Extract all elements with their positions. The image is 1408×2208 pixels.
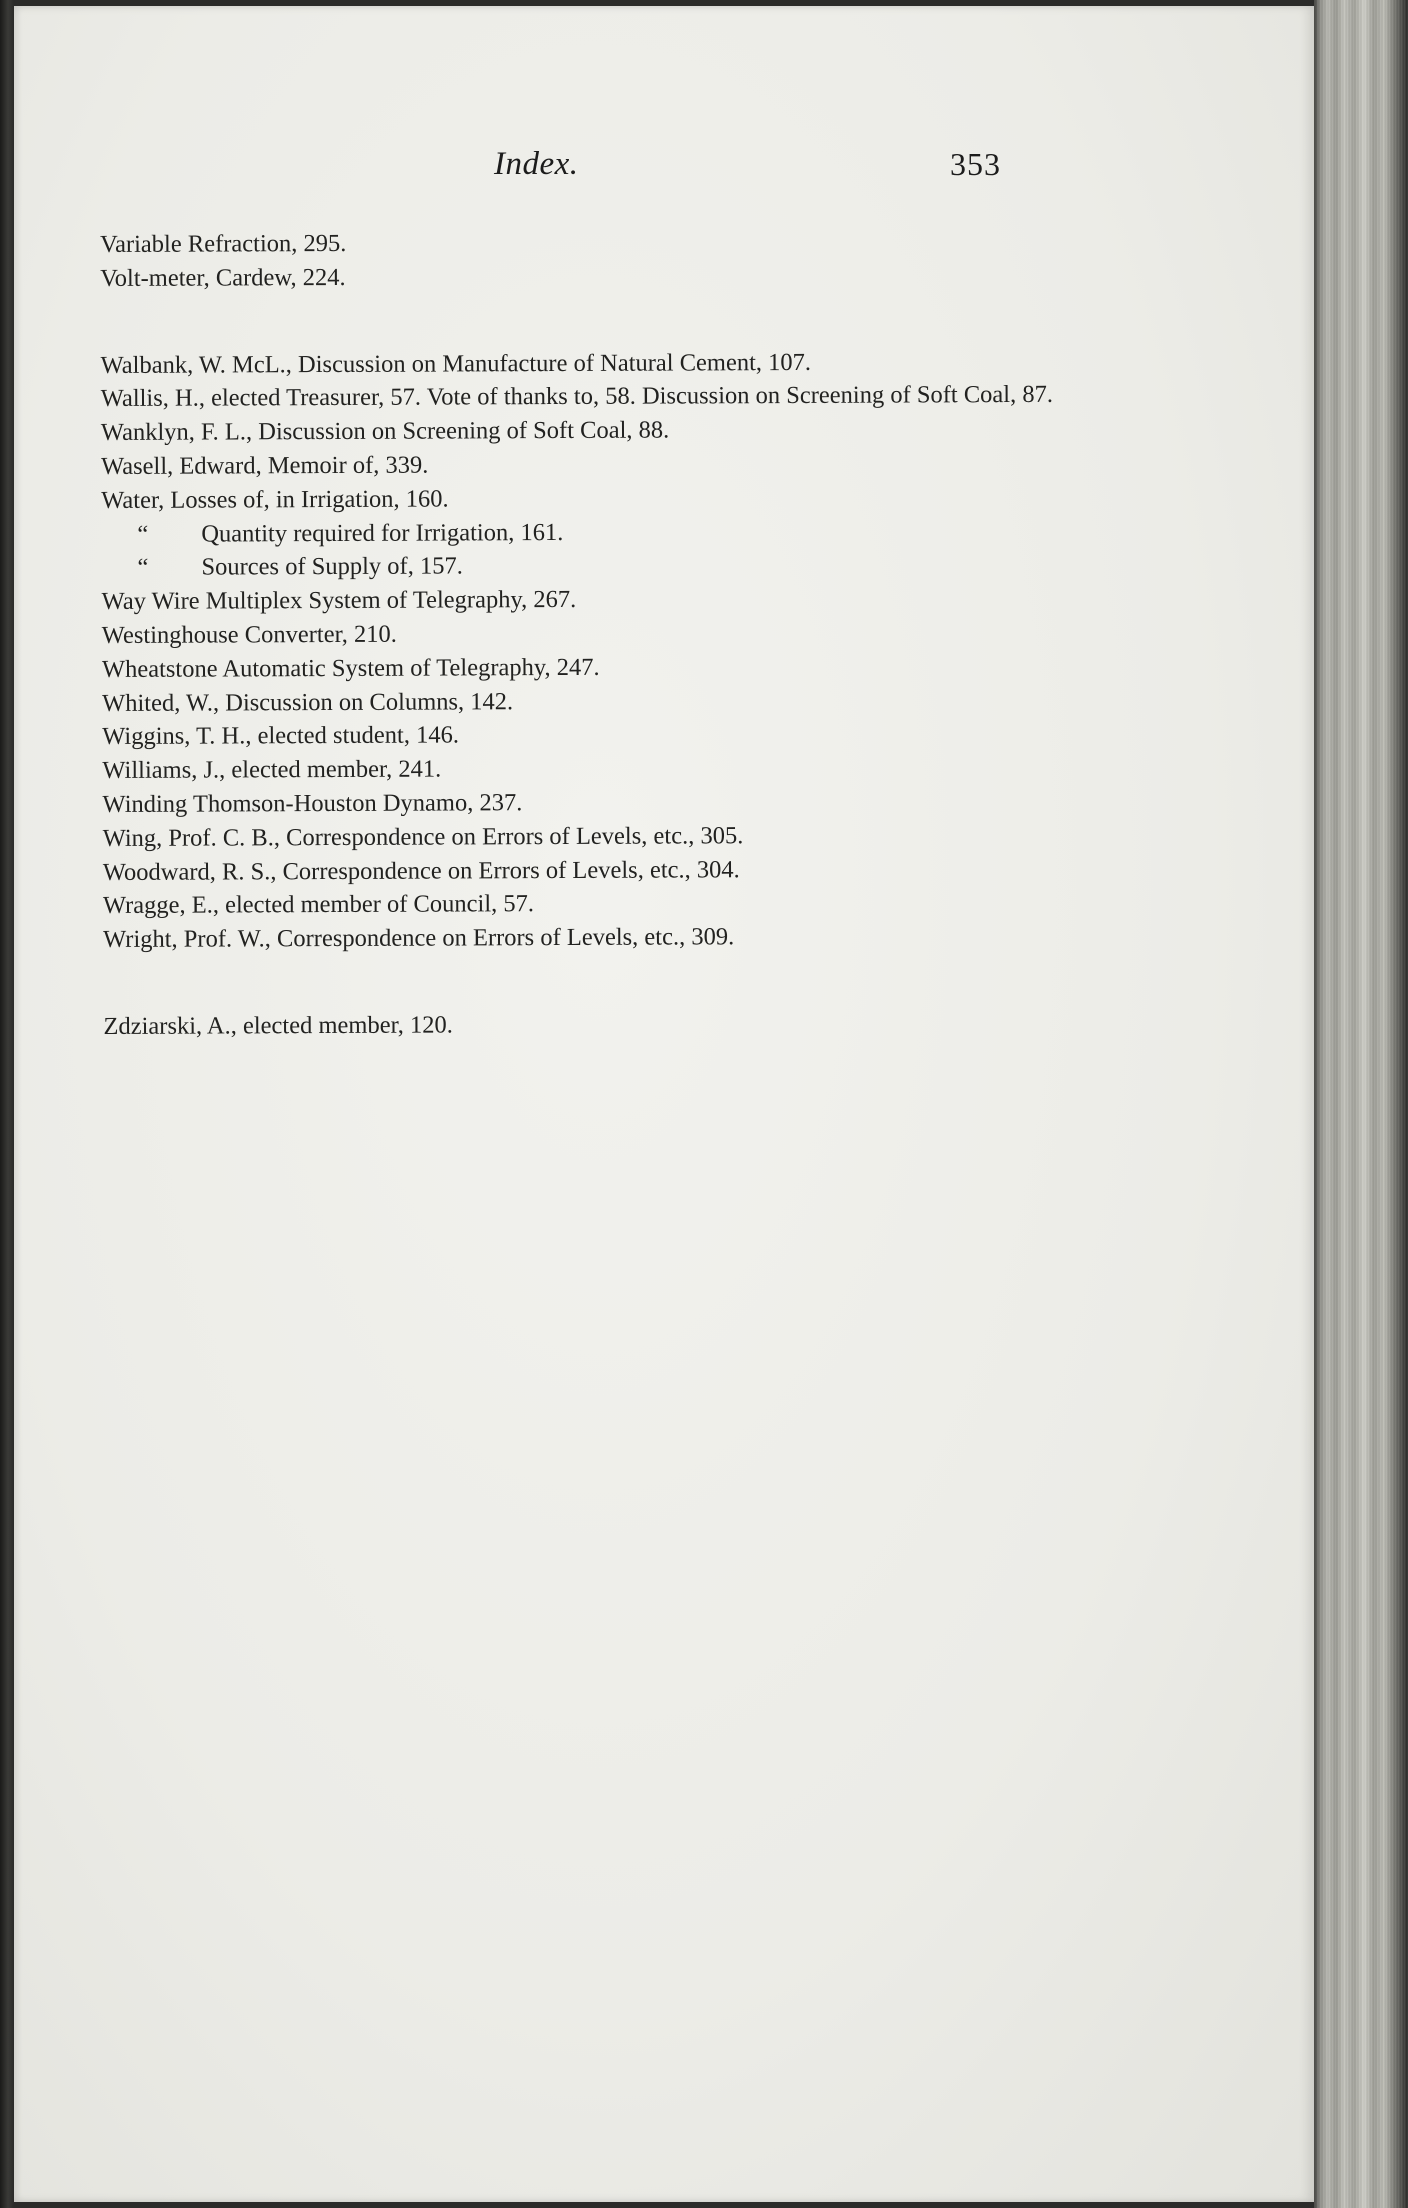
page-number: 353 [950,146,1001,182]
index-entry: Way Wire Multiplex System of Telegraphy, 267. [101,586,577,616]
index-entry: Williams, J., elected member, 241. [102,755,442,785]
index-group-z [103,1006,1063,1044]
index-entry: Wheatstone Automatic System of Telegraphy, 247. [101,653,600,683]
index-entry: Wallis, H., elected Treasurer, 57. Vote of thanks to, 58. Discussion on Screening of Soft Coal, 87. [100,381,1054,413]
page-header [14,146,1314,196]
index-entry: Walbank, W. McL., Discussion on Manufacture of Natural Cement, 107. [100,348,812,379]
index-entry: Water, Losses of, in Irrigation, 160. [101,485,449,514]
index-entry: Zdziarski, A., elected member, 120. [103,1011,453,1040]
index-subentry-text: Sources of Supply of, 157. [201,552,463,581]
index-entries [100,224,1064,1044]
index-subentry [101,547,1061,585]
ditto-mark: “ [137,554,149,582]
running-title: Index. [494,146,579,182]
index-entry: Wing, Prof. C. B., Correspondence on Errors of Levels, etc., 305. [102,821,744,852]
book-page-edges [1314,0,1408,2208]
index-subentry-text: Quantity required for Irrigation, 161. [201,518,564,548]
index-entry: Wasell, Edward, Memoir of, 339. [100,451,429,480]
index-entry: Westinghouse Converter, 210. [101,620,397,649]
index-subentry [101,513,1061,551]
index-entry: Volt-meter, Cardew, 224. [100,263,346,292]
index-page [14,6,1314,2202]
index-entry: Wiggins, T. H., elected student, 146. [102,721,459,751]
index-group-v [100,224,1060,296]
index-entry: Woodward, R. S., Correspondence on Errors of Levels, etc., 304. [102,855,740,886]
index-group-w [101,344,1064,957]
ditto-mark: “ [137,520,149,548]
index-entry: Winding Thomson-Houston Dynamo, 237. [102,789,523,818]
index-entry: Whited, W., Discussion on Columns, 142. [102,687,514,717]
index-entry: Wright, Prof. W., Correspondence on Errors of Levels, etc., 309. [103,923,735,954]
index-entry: Wanklyn, F. L., Discussion on Screening of Soft Coal, 88. [100,416,670,447]
index-entry: Wragge, E., elected member of Council, 57. [102,890,535,920]
index-entry: Variable Refraction, 295. [100,229,347,258]
